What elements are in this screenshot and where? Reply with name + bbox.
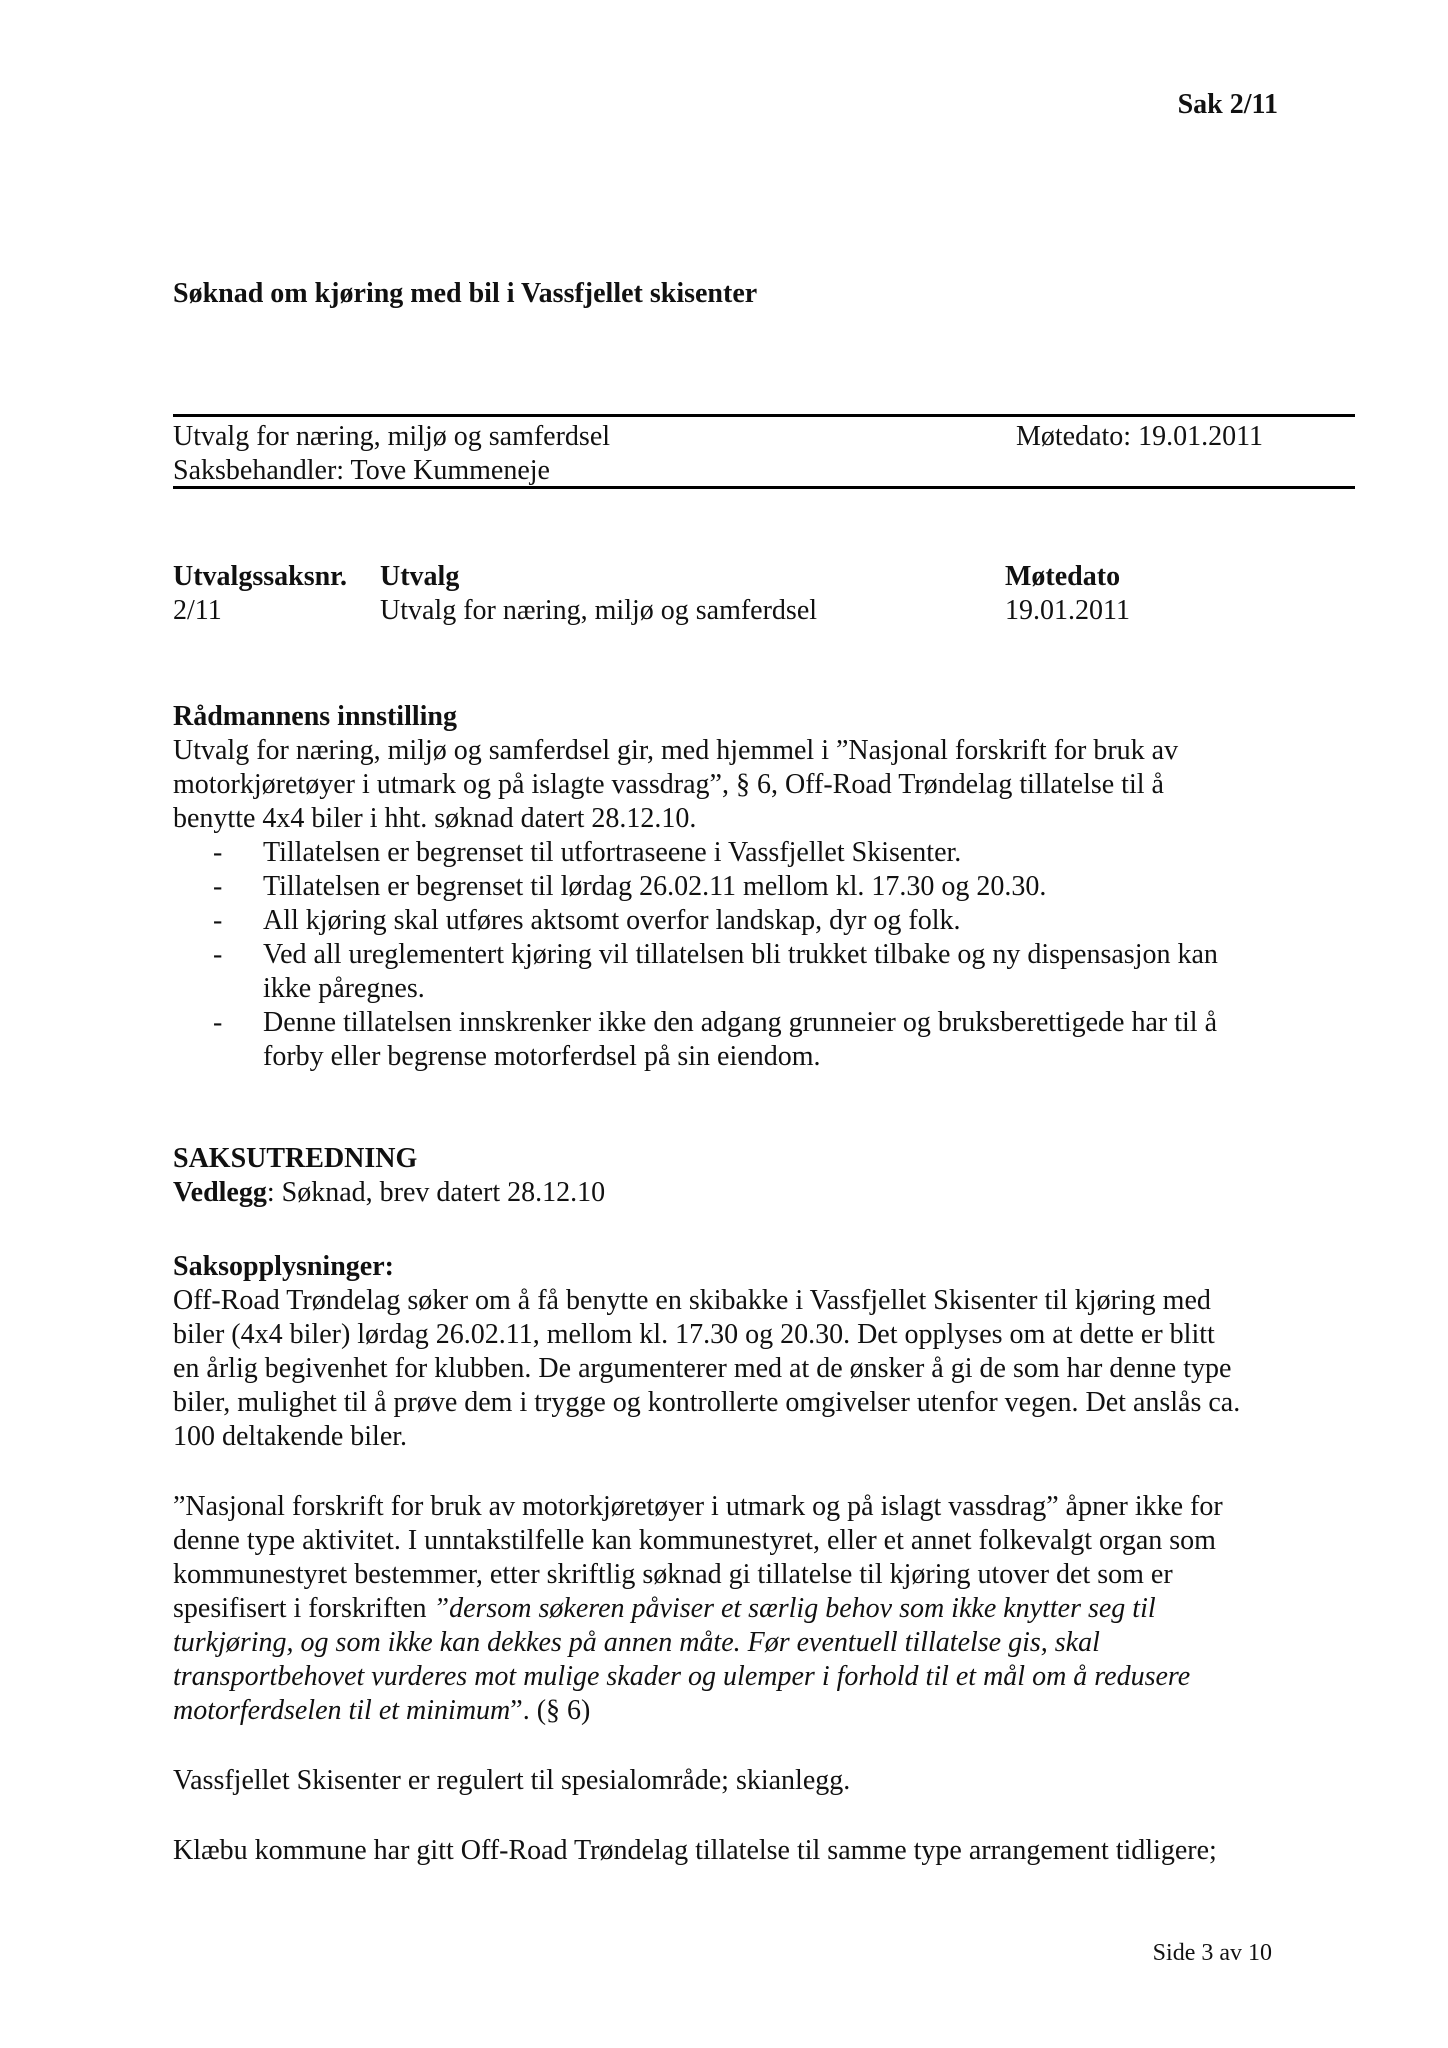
case-table-header-committee: Utvalg: [380, 561, 460, 592]
case-number-header: Sak 2/11: [1177, 89, 1278, 120]
bullet-text: ikke påregnes.: [263, 973, 425, 1004]
body-line: kommunestyret bestemmer, etter skriftlig søknad gi tillatelse til kjøring utover det som er: [173, 1559, 1173, 1590]
bullet-text: Denne tillatelsen innskrenker ikke den adgang grunneier og bruksberettigede har til å: [263, 1007, 1217, 1038]
case-table-cell-number: 2/11: [173, 595, 222, 626]
quote-line: turkjøring, og som ikke kan dekkes på annen måte. Før eventuell tillatelse gis, skal: [173, 1627, 1100, 1658]
saksopplysninger-heading: Saksopplysninger:: [173, 1251, 394, 1282]
recommendation-line: Utvalg for næring, miljø og samferdsel gir, med hjemmel i ”Nasjonal forskrift for bruk av: [173, 735, 1179, 766]
case-table-header-number: Utvalgssaksnr.: [173, 561, 348, 592]
body-line: 100 deltakende biler.: [173, 1421, 408, 1452]
document-title: Søknad om kjøring med bil i Vassfjellet skisenter: [173, 278, 758, 309]
attachment-line: [173, 1176, 605, 1210]
bullet-dash: -: [213, 905, 223, 936]
case-officer: Saksbehandler: Tove Kummeneje: [173, 455, 550, 486]
recommendation-line: benytte 4x4 biler i hht. søknad datert 28.12.10.: [173, 803, 697, 834]
committee-name: Utvalg for næring, miljø og samferdsel: [173, 421, 611, 452]
bullet-dash: -: [213, 837, 223, 868]
body-line: [173, 1694, 590, 1728]
bullet-text: Tillatelsen er begrenset til lørdag 26.02.11 mellom kl. 17.30 og 20.30.: [263, 871, 1047, 902]
body-line: Klæbu kommune har gitt Off-Road Trøndelag tillatelse til samme type arrangement tidligere;: [173, 1835, 1217, 1866]
recommendation-line: motorkjøretøyer i utmark og på islagte vassdrag”, § 6, Off-Road Trøndelag tillatelse til å: [173, 769, 1164, 800]
case-table-header-date: Møtedato: [1005, 561, 1121, 592]
body-line: [173, 1592, 1156, 1626]
case-table-cell-date: 19.01.2011: [1005, 595, 1130, 626]
quote-text: motorferdselen til et minimum: [173, 1695, 511, 1726]
bullet-text: Ved all ureglementert kjøring vil tillatelsen bli trukket tilbake og ny dispensasjon kan: [263, 939, 1218, 970]
body-line: denne type aktivitet. I unntakstilfelle kan kommunestyret, eller et annet folkevalgt organ som: [173, 1525, 1216, 1556]
bullet-dash: -: [213, 1007, 223, 1038]
body-line: Off-Road Trøndelag søker om å få benytte en skibakke i Vassfjellet Skisenter til kjøring med: [173, 1285, 1211, 1316]
quote-line: transportbehovet vurderes mot mulige skader og ulemper i forhold til et mål om å redusere: [173, 1661, 1191, 1692]
meta-bottom-rule: [173, 486, 1355, 489]
body-text-plain: ”. (§ 6): [510, 1695, 591, 1726]
body-line: Vassfjellet Skisenter er regulert til spesialområde; skianlegg.: [173, 1765, 851, 1796]
bullet-dash: -: [213, 939, 223, 970]
bullet-text: All kjøring skal utføres aktsomt overfor landskap, dyr og folk.: [263, 905, 961, 936]
body-text-plain: spesifisert i forskriften: [173, 1593, 434, 1624]
bullet-text: forby eller begrense motorferdsel på sin eiendom.: [263, 1041, 821, 1072]
meeting-date: Møtedato: 19.01.2011: [1016, 421, 1264, 452]
saksutredning-heading: SAKSUTREDNING: [173, 1143, 418, 1174]
quote-text: ”dersom søkeren påviser et særlig behov som ikke knytter seg til: [433, 1593, 1156, 1624]
body-line: biler, mulighet til å prøve dem i trygge og kontrollerte omgivelser utenfor vegen. Det anslås ca.: [173, 1387, 1241, 1418]
meta-top-rule: [173, 414, 1355, 417]
bullet-dash: -: [213, 871, 223, 902]
attachment-text: : Søknad, brev datert 28.12.10: [266, 1177, 606, 1208]
recommendation-heading: Rådmannens innstilling: [173, 701, 457, 732]
body-line: biler (4x4 biler) lørdag 26.02.11, mellom kl. 17.30 og 20.30. Det opplyses om at dette er blitt: [173, 1319, 1215, 1350]
bullet-text: Tillatelsen er begrenset til utfortraseene i Vassfjellet Skisenter.: [263, 837, 962, 868]
case-table-cell-committee: Utvalg for næring, miljø og samferdsel: [380, 595, 818, 626]
attachment-label: Vedlegg: [173, 1177, 267, 1208]
body-line: en årlig begivenhet for klubben. De argumenterer med at de ønsker å gi de som har denne type: [173, 1353, 1232, 1384]
body-line: ”Nasjonal forskrift for bruk av motorkjøretøyer i utmark og på islagt vassdrag” åpner ikke for: [173, 1491, 1223, 1522]
page-number: Side 3 av 10: [1152, 1940, 1272, 1966]
